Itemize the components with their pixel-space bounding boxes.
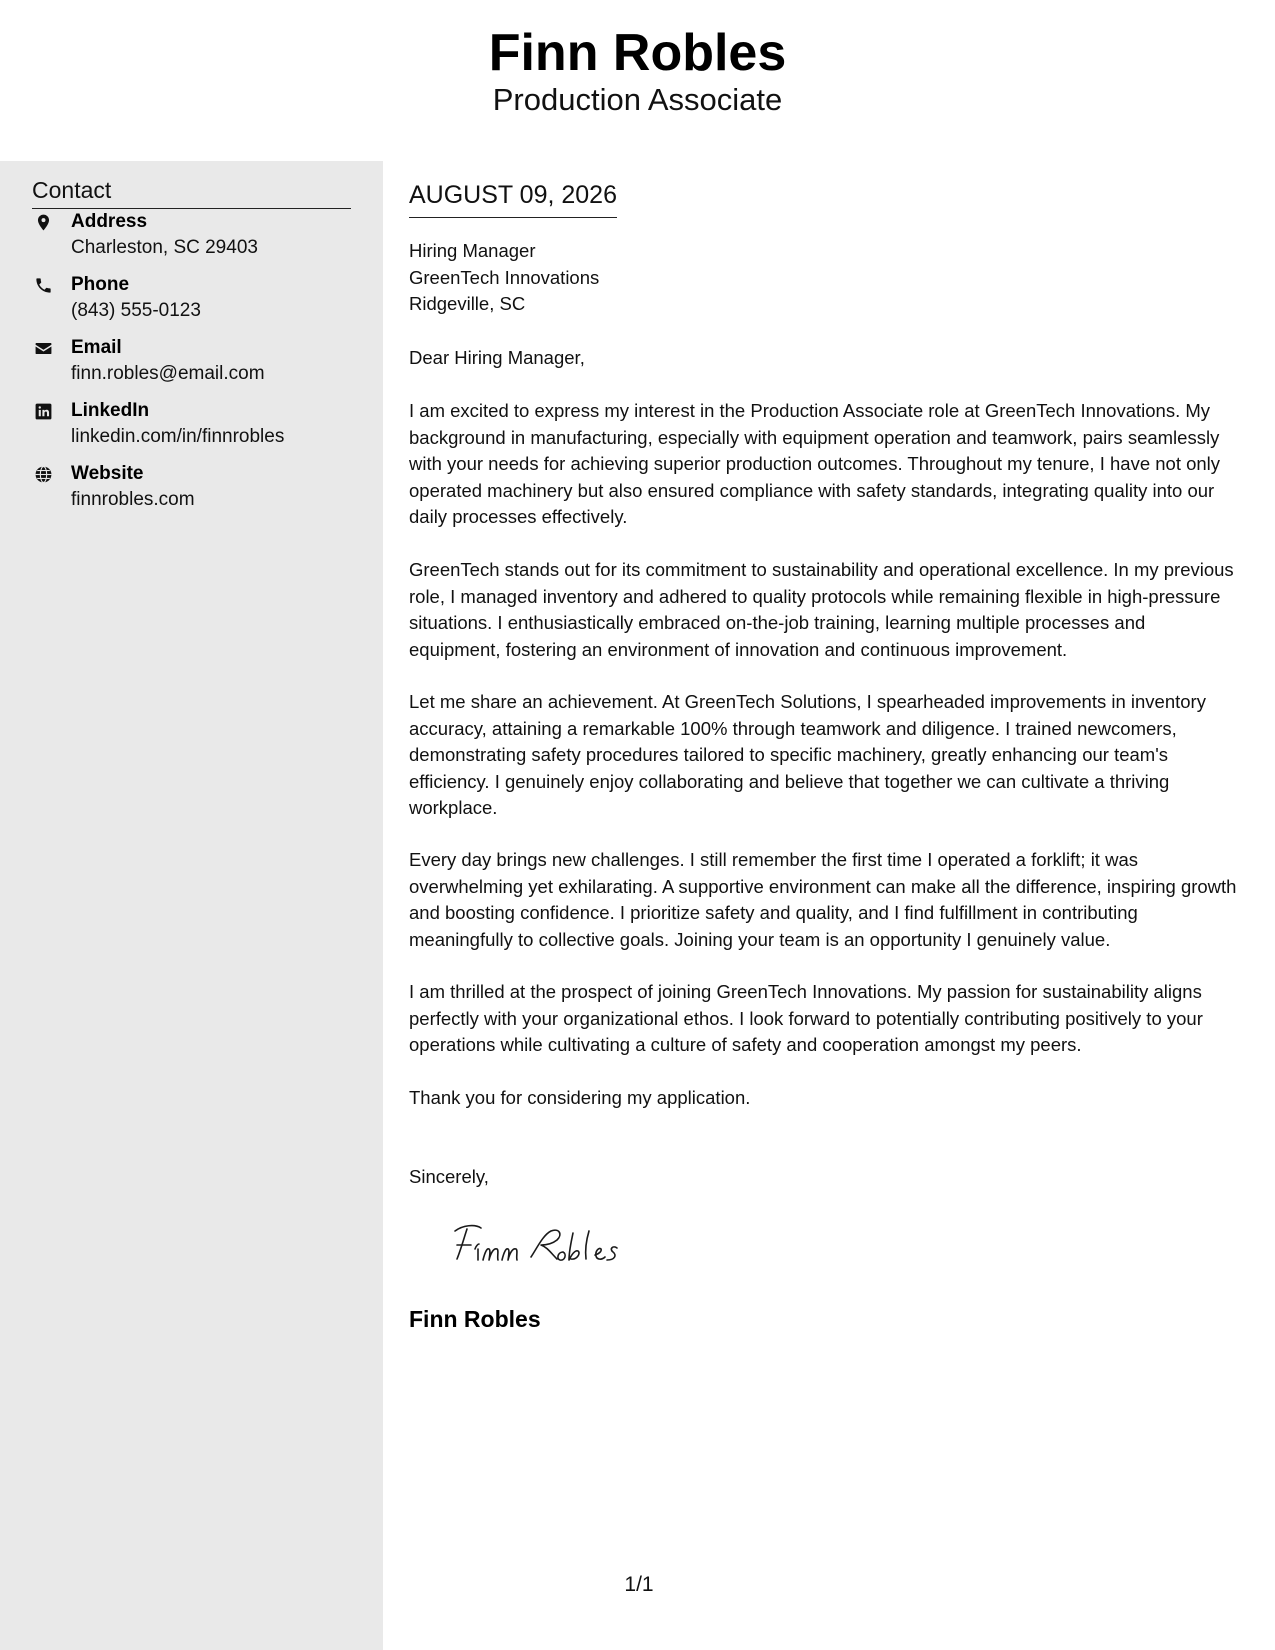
map-pin-icon xyxy=(32,211,54,233)
address-label: Address xyxy=(71,211,148,232)
phone-value: (843) 555-0123 xyxy=(71,300,201,321)
phone-icon xyxy=(32,274,54,296)
recipient-line: GreenTech Innovations xyxy=(409,266,600,288)
contact-heading: Contact xyxy=(32,175,351,209)
job-title: Production Associate xyxy=(492,82,783,117)
linkedin-value: linkedin.com/in/finnrobles xyxy=(71,426,285,447)
signer-name: Finn Robles xyxy=(409,1306,541,1332)
body-paragraph: I am excited to express my interest in the Production Associate role at GreenTech Innovations. My background in manufacturing, especially with equipment operation and teamwork, pairs seamlessly with your needs for achieving superior production outcomes. Throughout my tenure, I have not only operated machinery but also ensured compliance with safety standards, integrating quality into our daily processes effectively. xyxy=(409,400,1221,527)
contact-linkedin xyxy=(32,398,362,458)
letter-date: AUGUST 09, 2026 xyxy=(409,179,617,218)
contact-email xyxy=(32,335,362,395)
linkedin-label: LinkedIn xyxy=(71,400,150,421)
envelope-icon xyxy=(32,337,54,359)
body-paragraph: Let me share an achievement. At GreenTech Solutions, I spearheaded improvements in inventory accuracy, attaining a remarkable 100% through teamwork and diligence. I trained newcomers, demonstrating safety procedures tailored to specific machinery, greatly enhancing our team's efficiency. I genuinely enjoy collaborating and believe that together we can cultivate a thriving workplace. xyxy=(409,691,1206,818)
website-value: finnrobles.com xyxy=(71,489,195,510)
contact-website xyxy=(32,461,362,521)
recipient-line: Hiring Manager xyxy=(409,240,536,261)
recipient-block xyxy=(409,238,599,318)
salutation: Dear Hiring Manager, xyxy=(409,347,585,368)
applicant-name: Finn Robles xyxy=(488,24,787,82)
contact-address xyxy=(32,209,362,269)
address-value: Charleston, SC 29403 xyxy=(71,237,258,258)
letter-header xyxy=(0,0,1275,161)
contact-sidebar xyxy=(0,161,383,1650)
email-label: Email xyxy=(71,337,122,358)
globe-icon xyxy=(32,463,54,485)
thanks-line: Thank you for considering my application. xyxy=(409,1087,751,1108)
linkedin-icon xyxy=(32,400,54,422)
body-paragraph: Every day brings new challenges. I still remember the first time I operated a forklift; it was overwhelming yet exhilarating. A supportive environment can make all the difference, inspiring growth and boosting confidence. I prioritize safety and quality, and I find fulfillment in contributing meaningfully to collective goals. Joining your team is an opportunity I genuinely value. xyxy=(409,849,1237,950)
website-label: Website xyxy=(71,463,144,484)
handwritten-signature xyxy=(449,1219,629,1276)
body-paragraph: GreenTech stands out for its commitment to sustainability and operational excellence. In my previous role, I managed inventory and adhered to quality protocols while remaining flexible in high-pressure situations. I enthusiastically embraced on-the-job training, learning multiple processes and equipment, fostering an environment of innovation and continuous improvement. xyxy=(409,559,1234,660)
recipient-line: Ridgeville, SC xyxy=(409,293,526,314)
body-paragraph: I am thrilled at the prospect of joining GreenTech Innovations. My passion for sustainability aligns perfectly with your organizational ethos. I look forward to potentially contributing positively to your operations while cultivating a culture of safety and cooperation amongst my peers. xyxy=(409,981,1203,1055)
contact-phone xyxy=(32,272,362,332)
phone-label: Phone xyxy=(71,274,130,295)
email-value: finn.robles@email.com xyxy=(71,363,265,384)
closing: Sincerely, xyxy=(409,1166,489,1187)
page-number: 1/1 xyxy=(624,1573,654,1596)
